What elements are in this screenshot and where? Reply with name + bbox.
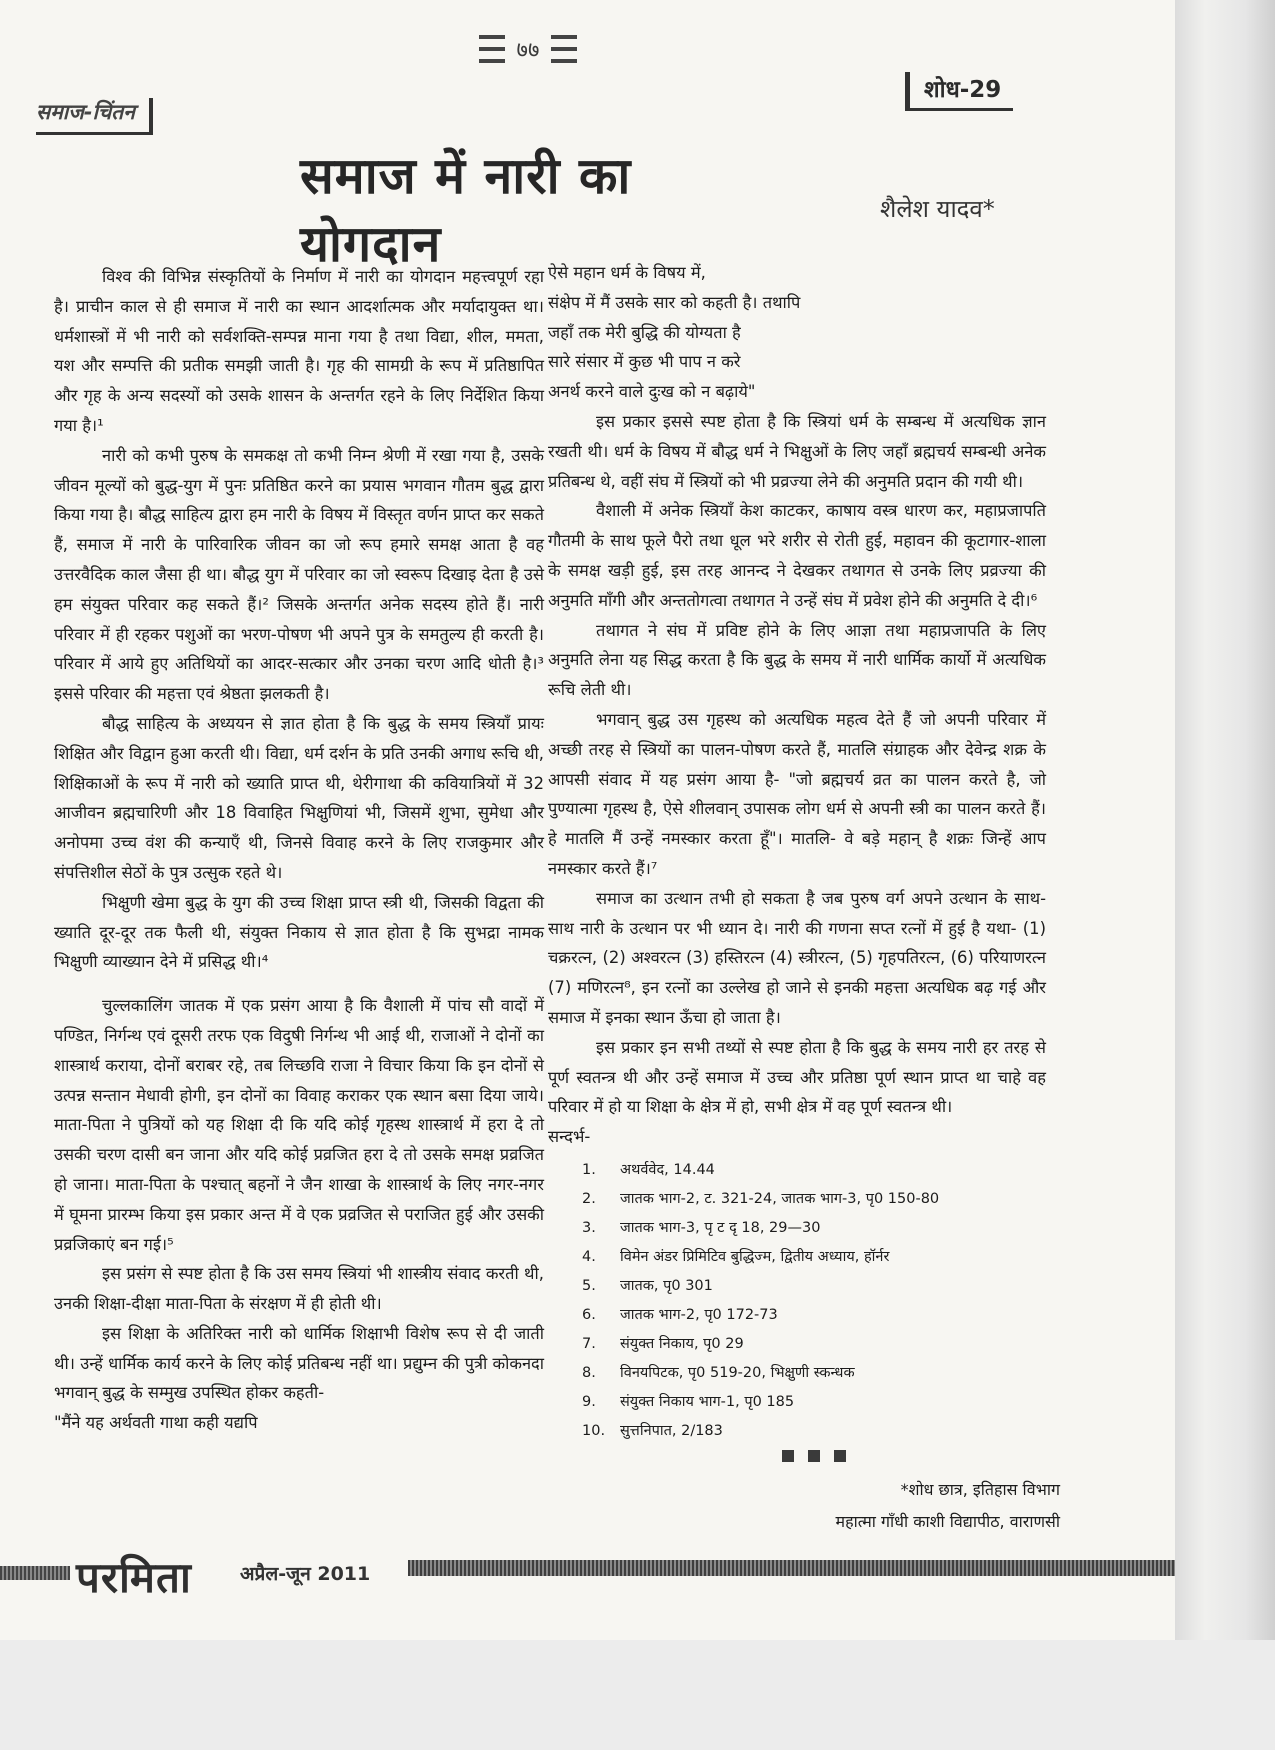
magazine-logo: परमिता — [76, 1553, 192, 1602]
reference-item: 5. जातक, पृ0 301 — [582, 1277, 713, 1294]
paragraph: नारी को कभी पुरुष के समकक्ष तो कभी निम्न श्रेणी में रखा गया है, उसके जीवन मूल्यों को बुद्ध-युग में पुनः प्रतिष्ठित करने का प्रयास भगवान गौतम बुद्ध द्वारा किया गया है। बौद्ध साहित्य द्वारा हम नारी के विषय में विस्तृत वर्णन प्राप्त कर सकते हैं, समाज में नारी के पारिवारिक जीवन का जो रूप हमारे समक्ष आता है वह उत्तरवैदिक काल जैसा ही था। बौद्ध युग में परिवार का जो स्वरूप दिखाइ देता है उसे हम संयुक्त परिवार कह सकते हैं।² जिसके अन्तर्गत अनेक सदस्य होते हैं। नारी परिवार में ही रहकर पशुओं का भरण-पोषण भी अपने पुत्र के समतुल्य ही करती है। परिवार में आये हुए अतिथियों का आदर-सत्कार और उनका चरण आदि धोती है।³ इससे परिवार की महत्ता एवं श्रेष्ठता झलकती है। — [54, 445, 544, 704]
references-title: सन्दर्भ- — [548, 1127, 591, 1147]
paragraph: चुल्लकालिंग जातक में एक प्रसंग आया है कि वैशाली में पांच सौ वादों में पण्डित, निर्गन्थ एवं दूसरी तरफ एक विदुषी निर्गन्थ भी आई थी, राजाओं ने दोनों का शास्त्रार्थ कराया, दोनों बराबर रहे, तब लिच्छवि राजा ने विचार किया कि इन दोनों से उत्पन्न सन्तान मेधावी होगी, इन दोनों का विवाह कराकर एक स्थान बसा दिया जाये। माता-पिता ने पुत्रियों को यह शिक्षा दी कि यदि कोई गृहस्थ शास्त्रार्थ में हरा दे तो उसकी चरण दासी बन जाना और यदि कोई प्रव्रजित हरा दे तो उसके समक्ष प्रव्रजित हो जाना। माता-पिता के पश्चात् बहनों ने जैन शाखा के शास्त्रार्थ के लिए नगर-नगर में घूमना प्रारम्भ किया इस प्रकार अन्त में वे एक प्रव्रजित से पराजित हुई और उसकी प्रव्रजिकाएं बन गई।⁵ — [54, 996, 544, 1254]
scan-margin — [0, 1640, 1275, 1750]
reference-item: 8. विनयपिटक, पृ0 519-20, भिक्षुणी स्कन्धक — [582, 1364, 855, 1381]
footer-rule-left — [0, 1566, 70, 1580]
paragraph: वैशाली में अनेक स्त्रियाँ केश काटकर, काषाय वस्त्र धारण कर, महाप्रजापति गौतमी के साथ फूले पैरो तथा धूल भरे शरीर से रोती हुई, महावन की कूटागार-शाला के समक्ष खड़ी हुई, इस तरह आनन्द ने देखकर तथागत से उनके लिए प्रव्रज्या की अनुमति माँगी और अन्ततोगत्वा तथागत ने उन्हें संघ में प्रवेश होने की अनुमति दे दी।⁶ — [548, 501, 1046, 610]
quote-line: "मैंने यह अर्थवती गाथा कही यद्यपि — [54, 1413, 258, 1433]
reference-item: 2. जातक भाग-2, ट. 321-24, जातक भाग-3, पृ0 150-80 — [582, 1190, 940, 1207]
left-column — [54, 262, 544, 1438]
author-affiliation — [760, 1474, 1060, 1538]
paragraph: तथागत ने संघ में प्रविष्ट होने के लिए आज्ञा तथा महाप्रजापति के लिए अनुमति लेना यह सिद्ध करता है कि बुद्ध के समय में नारी धार्मिक कार्यो में अत्यधिक रूचि लेती थी। — [548, 620, 1046, 700]
paragraph: भिक्षुणी खेमा बुद्ध के युग की उच्च शिक्षा प्राप्त स्त्री थी, जिसकी विद्वता की ख्याति दूर-दूर तक फैली थी, संयुक्त निकाय से ज्ञात होता है कि सुभद्रा नामक भिक्षुणी व्याख्यान देने में प्रसिद्ध थी।⁴ — [54, 892, 544, 972]
page-number-ornament-right — [551, 35, 577, 63]
reference-item: 9. संयुक्त निकाय भाग-1, पृ0 185 — [582, 1393, 795, 1410]
series-label: शोध-29 — [905, 72, 1013, 111]
right-column — [548, 258, 1046, 1446]
page-edge — [1175, 0, 1275, 1750]
verse-line: संक्षेप में मैं उसके सार को कहती है। तथापि — [548, 292, 801, 312]
verse-quote — [548, 258, 1046, 407]
paragraph: भगवान् बुद्ध उस गृहस्थ को अत्यधिक महत्व देते हैं जो अपनी परिवार में अच्छी तरह से स्त्रियों का पालन-पोषण करते हैं, मातलि संग्राहक और देवेन्द्र शक्र के आपसी संवाद में यह प्रसंग आया है- "जो ब्रह्मचर्य व्रत का पालन करते है, जो पुण्यात्मा गृहस्थ है, ऐसे शीलवान् उपासक लोग धर्म से अपनी स्त्री का पालन करते हैं। हे मातलि मैं उन्हें नमस्कार करता हूँ"। मातलि- वे बड़े महान् है शक्रः जिन्हें आप नमस्कार करते हैं।⁷ — [548, 709, 1046, 878]
references-list — [548, 1156, 1046, 1446]
affiliation-line: *शोध छात्र, इतिहास विभाग — [900, 1480, 1060, 1499]
paragraph: विश्व की विभिन्न संस्कृतियों के निर्माण में नारी का योगदान महत्त्वपूर्ण रहा है। प्राचीन काल से ही समाज में नारी का स्थान आदर्शात्मक और मर्यादायुक्त था। धर्मशास्त्रों में भी नारी को सर्वशक्ति-सम्पन्न माना गया है तथा विद्या, शील, ममता, यश और सम्पत्ति की प्रतीक समझी जाती है। गृह की सामग्री के रूप में प्रतिष्ठापित और गृह के अन्य सदस्यों को उसके शासन के अन्तर्गत रहने के लिए निर्देशित किया गया है।¹ — [54, 267, 544, 435]
verse-line: ऐसे महान धर्म के विषय में, — [548, 263, 706, 282]
reference-item: 3. जातक भाग-3, पृ ट दृ 18, 29—30 — [582, 1219, 821, 1236]
paragraph: इस शिक्षा के अतिरिक्त नारी को धार्मिक शिक्षाभी विशेष रूप से दी जाती थी। उन्हें धार्मिक कार्य करने के लिए कोई प्रतिबन्ध नहीं था। प्रद्युम्न की पुत्री कोकनदा भगवान् बुद्ध के सम्मुख उपस्थित होकर कहती- — [54, 1323, 544, 1403]
section-label: समाज-चिंतन — [36, 98, 153, 135]
issue-date: अप्रैल-जून 2011 — [240, 1563, 371, 1585]
verse-line: सारे संसार में कुछ भी पाप न करे — [548, 352, 741, 372]
paragraph: समाज का उत्थान तभी हो सकता है जब पुरुष वर्ग अपने उत्थान के साथ-साथ नारी के उत्थान पर भी ध्यान दे। नारी की गणना सप्त रत्नों में हुई है यथा- (1) चक्ररत्न, (2) अश्वरत्न (3) हस्तिरत्न (4) स्त्रीरत्न, (5) गृहपतिरत्न, (6) परियाणरत्न (7) मणिरत्न⁸, इन रत्नों का उल्लेख हो जाने से इनकी महत्ता अत्यधिक बढ़ गई और समाज में इनका स्थान ऊँचा हो जाता है। — [548, 888, 1046, 1027]
reference-item: 4. विमेन अंडर प्रिमिटिव बुद्धिज्म, द्वितीय अध्याय, हॉर्नर — [582, 1248, 890, 1265]
verse-line: जहाँ तक मेरी बुद्धि की योग्यता है — [548, 322, 741, 342]
reference-item: 10. सुत्तनिपात, 2/183 — [582, 1422, 723, 1439]
end-marks — [782, 1448, 860, 1466]
reference-item: 7. संयुक्त निकाय, पृ0 29 — [582, 1335, 744, 1352]
article-author: शैलेश यादव* — [880, 195, 995, 223]
paragraph: इस प्रसंग से स्पष्ट होता है कि उस समय स्त्रियां भी शास्त्रीय संवाद करती थी, उनकी शिक्षा-दीक्षा माता-पिता के संरक्षण में ही होती थी। — [54, 1264, 544, 1314]
page-number-text: ७७ — [516, 38, 540, 63]
paragraph: बौद्ध साहित्य के अध्ययन से ज्ञात होता है कि बुद्ध के समय स्त्रियाँ प्रायः शिक्षित और विद्वान हुआ करती थी। विद्या, धर्म दर्शन के प्रति उनकी अगाध रूचि थी, शिक्षिकाओं के रूप में नारी को ख्याति प्राप्त थी, थेरीगाथा की कवियात्रियों में 32 आजीवन ब्रह्मचारिणी और 18 विवाहित भिक्षुणियां भी, जिसमें शुभा, सुमेधा और अनोपमा उच्च वंश की कन्याएँ थी, जिनसे विवाह करने के लिए राजकुमार और संपत्तिशील सेठों के पुत्र उत्सुक रहते थे। — [54, 713, 544, 882]
footer-rule — [408, 1560, 1208, 1576]
paragraph: इस प्रकार इससे स्पष्ट होता है कि स्त्रियां धर्म के सम्बन्ध में अत्यधिक ज्ञान रखती थी। धर्म के विषय में बौद्ध धर्म ने भिक्षुओं के लिए जहाँ ब्रह्मचर्य सम्बन्धी अनेक प्रतिबन्ध थे, वहीं संघ में स्त्रियों को भी प्रव्रज्या लेने की अनुमति प्रदान की गयी थी। — [548, 411, 1046, 491]
affiliation-line: महात्मा गाँधी काशी विद्यापीठ, वाराणसी — [835, 1512, 1060, 1531]
verse-line: अनर्थ करने वाले दुःख को न बढ़ाये" — [548, 382, 756, 402]
reference-item: 1. अथर्ववेद, 14.44 — [582, 1161, 715, 1178]
paragraph: इस प्रकार इन सभी तथ्यों से स्पष्ट होता है कि बुद्ध के समय नारी हर तरह से पूर्ण स्वतन्त्र थी और उन्हें समाज में उच्च और प्रतिष्ठा पूर्ण स्थान प्राप्त था चाहे वह परिवार में हो या शिक्षा के क्षेत्र में हो, सभी क्षेत्र में वह पूर्ण स्वतन्त्र थी। — [548, 1037, 1046, 1117]
page-number-ornament-left — [479, 35, 505, 63]
page-number — [448, 34, 608, 70]
article-title: समाज में नारी का योगदान — [300, 146, 632, 273]
reference-item: 6. जातक भाग-2, पृ0 172-73 — [582, 1306, 778, 1323]
